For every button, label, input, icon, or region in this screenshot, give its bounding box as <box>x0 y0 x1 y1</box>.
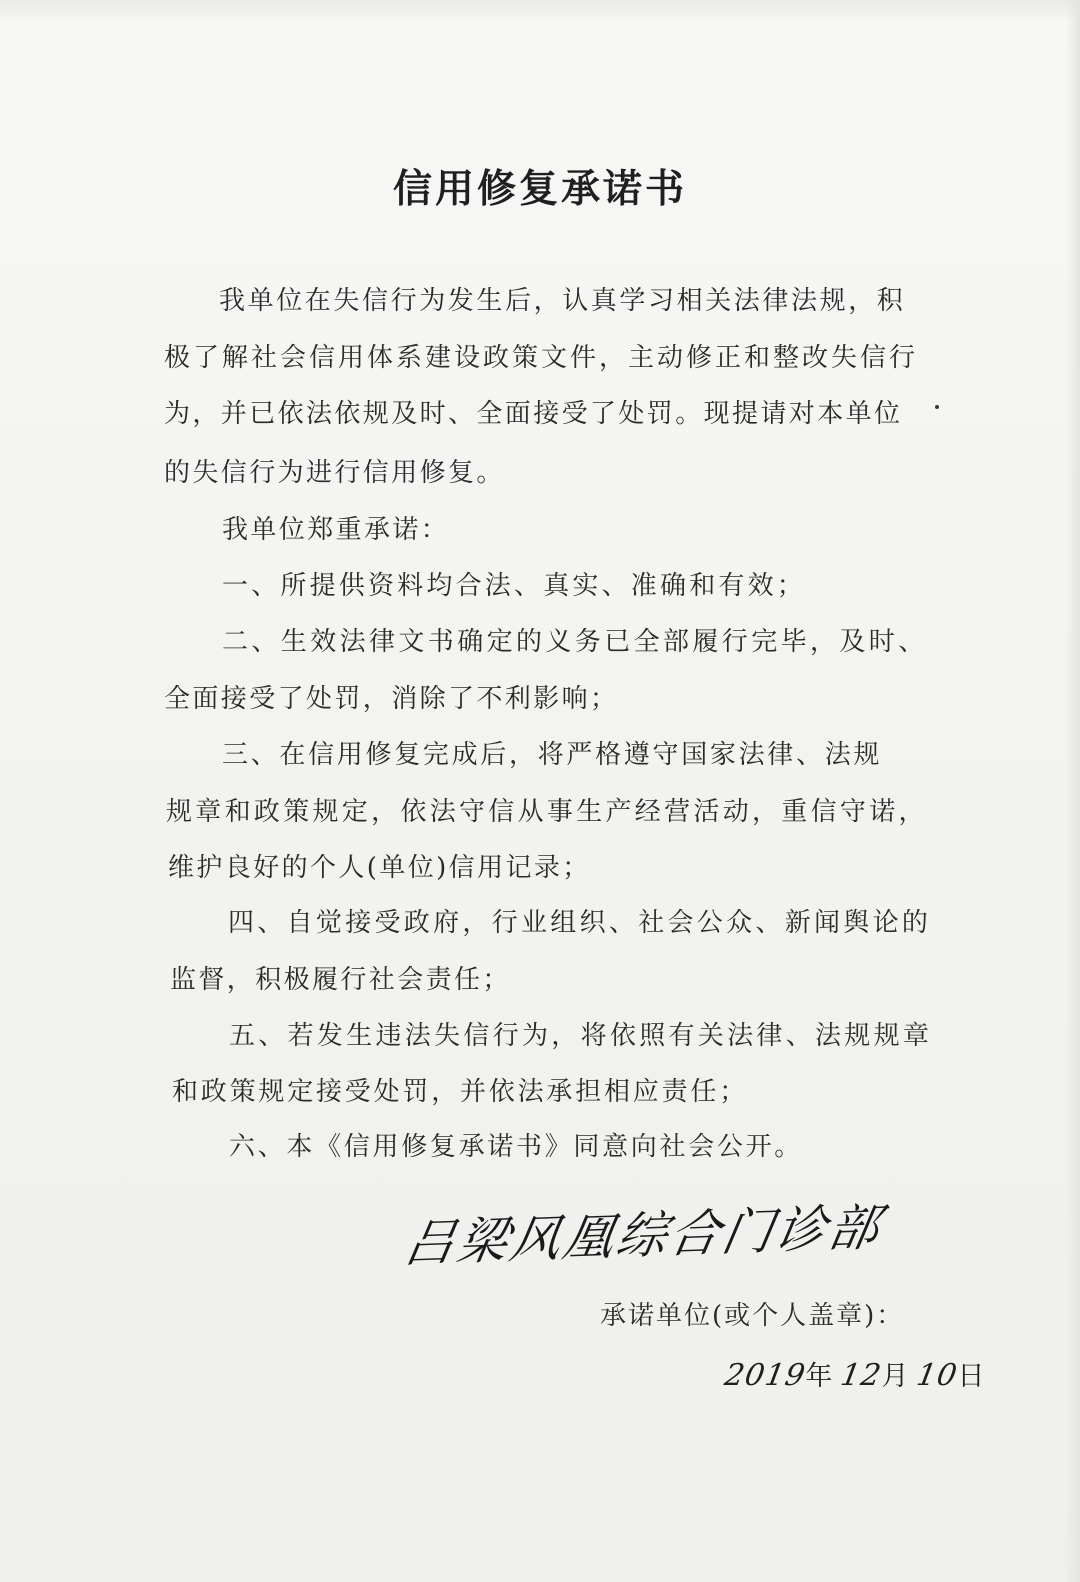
date-day-unit: 日 <box>957 1361 985 1392</box>
body-line-3: 为，并已依法依规及时、全面接受了处罚。现提请对本单位 <box>164 399 903 429</box>
date-month-unit: 月 <box>881 1361 909 1392</box>
date-day-handwritten: 10 <box>914 1358 961 1393</box>
body-line-1: 我单位在失信行为发生后，认真学习相关法律法规，积 <box>219 286 906 316</box>
date <box>722 1358 985 1395</box>
pledge-item-2-line-1: 二、生效法律文书确定的义务已全部履行完毕，及时、 <box>222 627 928 657</box>
date-year-handwritten: 2019 <box>722 1358 809 1393</box>
pledge-item-3-line-1: 三、在信用修复完成后，将严格遵守国家法律、法规 <box>222 740 883 770</box>
scan-shadow-right <box>1066 0 1080 1582</box>
pledge-item-3-line-3: 维护良好的个人(单位)信用记录； <box>168 853 591 883</box>
date-year-unit: 年 <box>805 1361 833 1392</box>
pledge-item-2-line-2: 全面接受了处罚，消除了不利影响； <box>164 684 619 714</box>
pledge-item-1: 一、所提供资料均合法、真实、准确和有效； <box>222 571 807 601</box>
handwritten-signature: 吕梁风凰综合门诊部 <box>399 1198 887 1274</box>
pledge-item-6: 六、本《信用修复承诺书》同意向社会公开。 <box>229 1132 804 1162</box>
body-line-4: 的失信行为进行信用修复。 <box>164 458 505 488</box>
body-line-2: 极了解社会信用体系建设政策文件，主动修正和整改失信行 <box>164 343 919 373</box>
pledge-intro: 我单位郑重承诺： <box>222 515 450 545</box>
pledge-item-3-line-2: 规章和政策规定，依法守信从事生产经营活动，重信守诺， <box>166 797 928 827</box>
pledge-item-5-line-2: 和政策规定接受处罚，并依法承担相应责任； <box>172 1077 749 1107</box>
pledge-item-4-line-2: 监督，积极履行社会责任； <box>170 965 511 995</box>
document-title: 信用修复承诺书 <box>392 166 687 212</box>
date-month-handwritten: 12 <box>838 1358 885 1393</box>
pledge-item-5-line-1: 五、若发生违法失信行为，将依照有关法律、法规规章 <box>229 1021 933 1051</box>
committer-label: 承诺单位(或个人盖章)： <box>600 1301 905 1331</box>
ink-speck <box>935 405 939 409</box>
pledge-item-4-line-1: 四、自觉接受政府，行业组织、社会公众、新闻舆论的 <box>228 908 932 938</box>
scan-shadow-top <box>0 0 1080 22</box>
